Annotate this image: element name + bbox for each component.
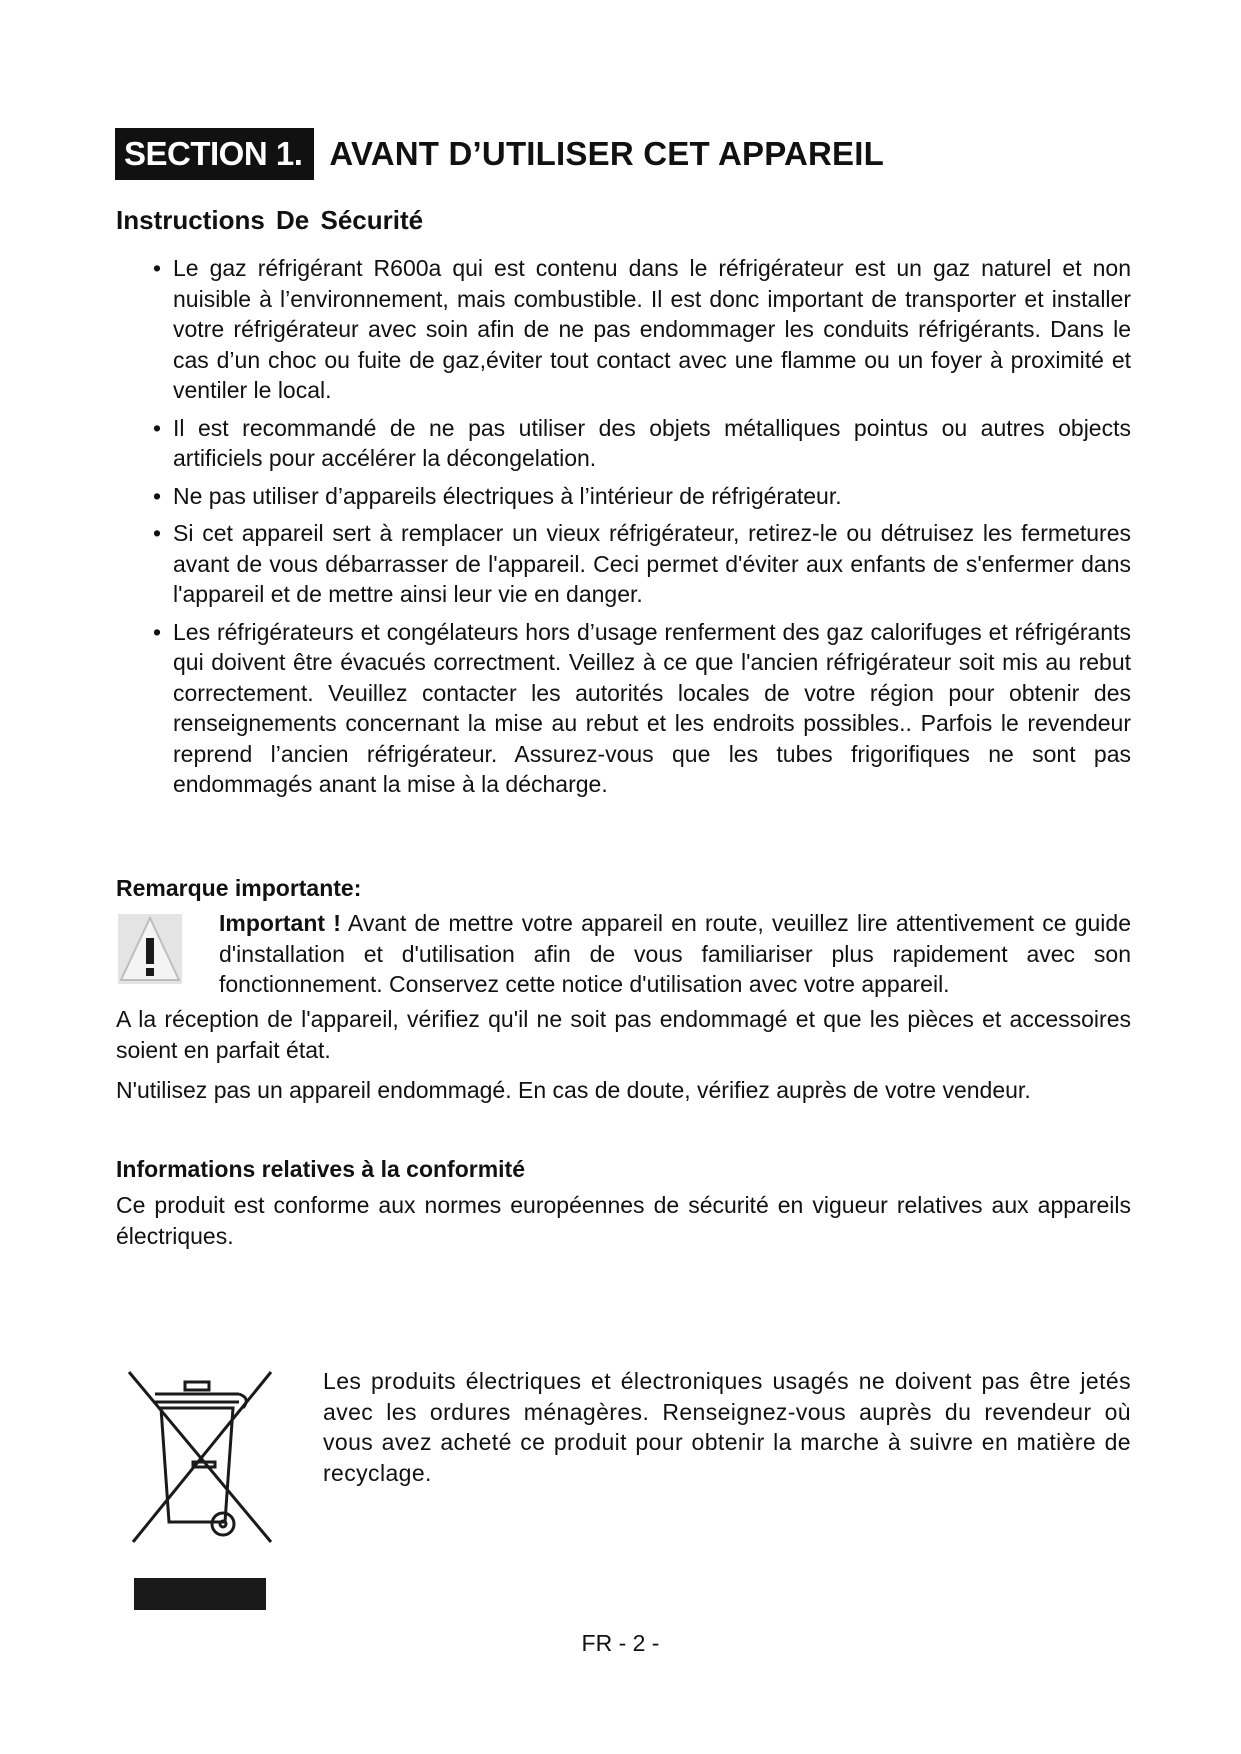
bullet-icon: •	[153, 414, 162, 441]
section-header	[115, 128, 884, 180]
bullet-icon: •	[153, 520, 162, 546]
list-item	[153, 518, 1131, 610]
important-label: Important !	[219, 910, 341, 936]
safety-list	[153, 253, 1131, 807]
bullet-icon: •	[153, 482, 162, 509]
list-item-text: Ne pas utiliser d’appareils électriques à l’intérieur de réfrigérateur.	[173, 482, 842, 509]
warning-triangle-icon	[118, 914, 182, 984]
crossed-out-wheelie-bin-icon	[127, 1370, 277, 1555]
recycling-paragraph: Les produits électriques et électroniques usagés ne doivent pas être jetés avec les ordures ménagères. Renseignez-vous auprès du revendeur où vous avez acheté ce produit pour obtenir la marche à suivre en matière de recyclage.	[323, 1368, 1131, 1486]
list-item-text: Les réfrigérateurs et congélateurs hors d’usage renferment des gaz calorifuges et réfrigérants qui doivent être évacués correctment. Veillez à ce que l'ancien réfrigérateur soit mis au rebut correctement. Veuillez contacter les autorités locales de votre région pour obtenir des renseignements concernant la mise au rebut et les endroits possibles.. Parfois le revendeur reprend l’ancien réfrigérateur. Assurez-vous que les tubes frigorifiques ne sont pas endommagés anant la mise à la décharge.	[173, 618, 1131, 797]
bullet-icon: •	[153, 255, 162, 281]
safety-heading: Instructions De Sécurité	[116, 205, 424, 235]
list-item-text: Le gaz réfrigérant R600a qui est contenu dans le réfrigérateur est un gaz naturel et non nuisible à l’environnement, mais combustible. Il est donc important de transporter et installer votre réfrigérateur avec soin afin de ne pas endommager les conduits réfrigérants. Dans le cas d’un choc ou fuite de gaz,éviter tout contact avec une flamme ou un foyer à proximité et ventiler le local.	[173, 255, 1131, 403]
list-item	[153, 481, 1131, 512]
section-badge: SECTION 1.	[115, 128, 314, 180]
list-item	[153, 413, 1131, 474]
weee-bar-marking	[134, 1578, 266, 1610]
important-note	[219, 908, 1131, 1000]
conformity-heading: Informations relatives à la conformité	[116, 1156, 526, 1182]
doubt-paragraph: N'utilisez pas un appareil endommagé. En cas de doute, vérifiez auprès de votre vendeur.	[116, 1077, 1031, 1103]
conformity-paragraph: Ce produit est conforme aux normes européennes de sécurité en vigueur relatives aux appareils électriques.	[116, 1192, 1131, 1249]
list-item	[153, 253, 1131, 406]
section-title: AVANT D’UTILISER CET APPAREIL	[329, 135, 884, 172]
bullet-icon: •	[153, 618, 162, 645]
page-number: FR - 2 -	[581, 1630, 660, 1656]
list-item-text: Si cet appareil sert à remplacer un vieux réfrigérateur, retirez-le ou détruisez les fermetures avant de vous débarrasser de l'appareil. Ceci permet d'éviter aux enfants de s'enfermer dans l'appareil et de mettre ainsi leur vie en danger.	[173, 520, 1131, 607]
important-text: Avant de mettre votre appareil en route, veuillez lire attentivement ce guide d'installation et d'utilisation afin de vous familiariser plus rapidement avec son fonctionnement. Conservez cette notice d'utilisation avec votre appareil.	[219, 910, 1131, 997]
list-item-text: Il est recommandé de ne pas utiliser des objets métalliques pointus ou autres objects artificiels pour accélérer la décongelation.	[173, 414, 1131, 471]
list-item	[153, 617, 1131, 800]
remark-heading: Remarque importante:	[116, 875, 362, 901]
reception-paragraph: A la réception de l'appareil, vérifiez qu'il ne soit pas endommagé et que les pièces et accessoires soient en parfait état.	[116, 1006, 1131, 1063]
